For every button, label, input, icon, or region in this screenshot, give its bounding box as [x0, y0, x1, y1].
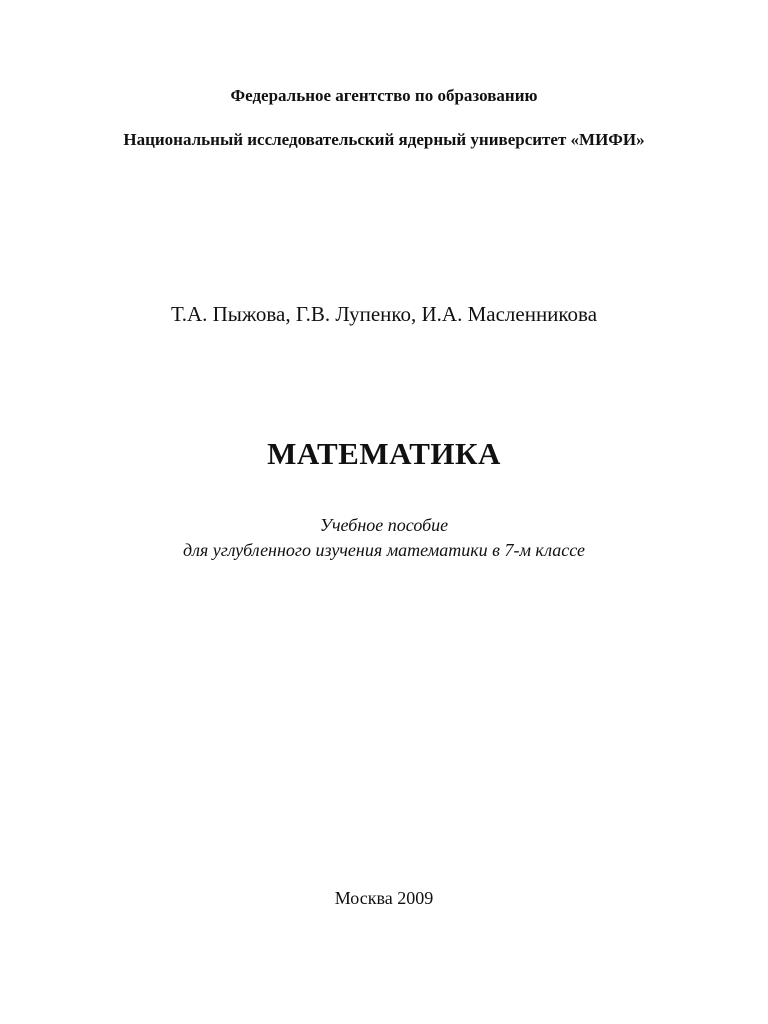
- authors: Т.А. Пыжова, Г.В. Лупенко, И.А. Масленникова: [170, 302, 598, 326]
- imprint: Москва 2009: [334, 888, 434, 908]
- subtitle-line-1: Учебное пособие: [319, 515, 449, 535]
- agency-name: Федеральное агентство по образованию: [230, 86, 538, 105]
- book-title: МАТЕМАТИКА: [267, 436, 501, 471]
- subtitle-line-2: для углубленного изучения математики в 7-м классе: [182, 540, 586, 560]
- university-name: Национальный исследовательский ядерный университет «МИФИ»: [123, 130, 645, 149]
